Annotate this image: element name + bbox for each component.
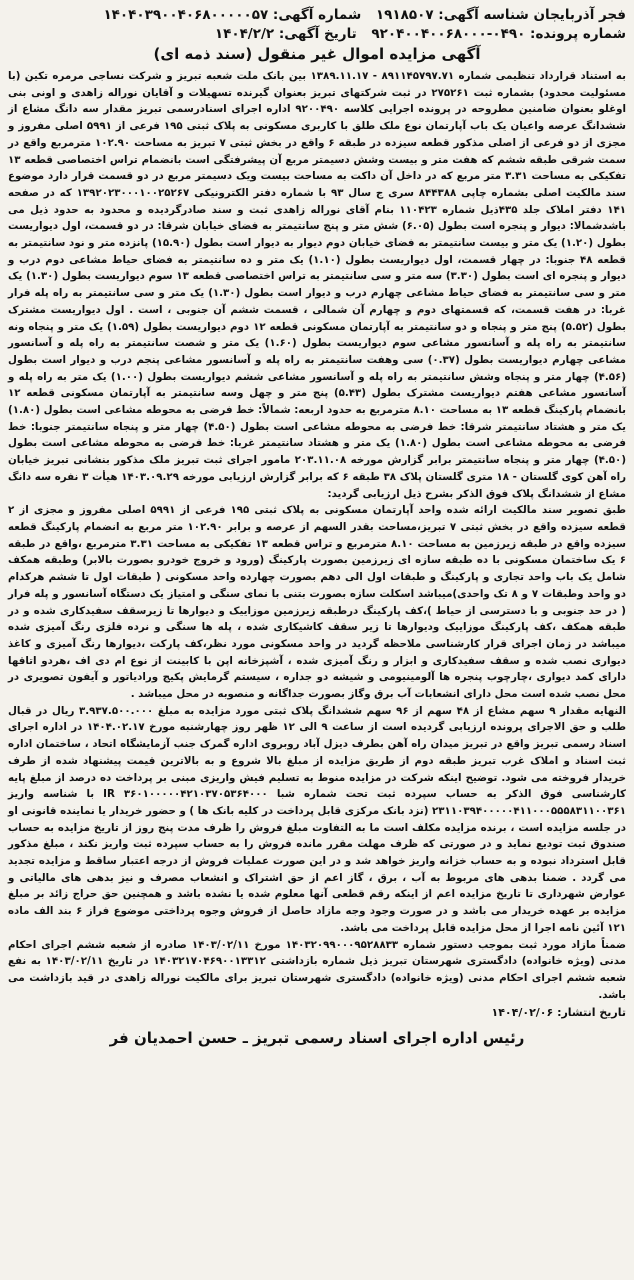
header-line-1 [8, 6, 626, 25]
paragraph-property-description: به استناد قرارداد تنظیمی شماره ۸۹۱۱۴۵۷۹۷.۷۱ - ۱۳۸۹.۱۱.۱۷ بین بانک ملت شعبه تبریز و شرکت نساجی مرمره تکین (با مسئولیت محدود) بشماره ثبت ۲۷۵۲۶۱ در ثبت شرکتهای تبریز بعنوان گیرنده تسهیلات و آقایان نوراله زاهدی و اونی بنی اوغلو بعنوان ضامنین مطروحه در پرونده اجرایی کلاسه ۹۲۰۰۴۹۰ اداره اجرای اسنادرسمی تبریز مقدار سه دانگ مشاع از ششدانگ عرصه واعیان یک باب آپارتمان نوع ملک طلق با کاربری مسکونی به پلاک ثبتی ۱۹۵ فرعی از ۵۹۹۱ اصلی مفروز و مجزی از دو فرعی از اصلی مذکور قطعه سیزده در طبقه ۶ واقع در بخش ثبتی ۷ تبریز به مساحت ۱۰۲.۹۰ مترمربع واقع در سمت شرقی طبقه ششم که هفت متر و بیست وشش دسیمتر مربع آن پیشرفتگی است بانضمام تراس اختصاصی قطعه ۱۳ تفکیکی به مساحت ۳.۳۱ متر مربع که در داخل آن داکت به مساحت بیست ویک دسیمتر مربع در دو قسمت قرار دارد موضوع سند مالکیت اصلی بشماره چاپی ۸۴۴۳۸۸ سری ج سال ۹۳ با شماره دفتر الکترونیکی ۱۳۹۲۰۲۳۰۰۰۱۰۰۲۵۲۶۷ که در صفحه ۱۴۱ دفتر املاک جلد ۴۳۵ذیل شماره ۱۱۰۴۲۳ بنام آقای نوراله زاهدی ثبت و سند صادرگردیده و محدود به حدود ذیل می باشدشمالا: دیوار و پنجره است بطول (۶.۰۵) شش متر و پنج سانتیمتر به فضای خیابان شرقا: در دو قسمت، اول دیواریست بطول (۱.۲۰) یک متر و بیست سانتیمتر به فضای خیابان دوم دیوار به دیوار است بطول (۱۵.۹۰) پانزده متر و نود سانتیمتر به قطعه ۴۸ جنوبا: در چهار قسمت، اول دیواریست بطول (۱.۱۰) یک متر و ده سانتیمتر به فضای حیاط مشاعی دوم درب و دیوار و پنجره ای است بطول (۳.۳۰) سه متر و سی سانتیمتر به تراس اختصاصی قطعه ۱۳ سوم دیواریست بطول (۱.۳۰) یک متر و سی سانتیمتر به فضای حیاط مشاعی چهارم درب و دیوار است بطول (۱.۳۰) یک متر و سی سانتیمتر به راه پله فرار غربا: در هفت قسمت، که قسمتهای دوم و چهارم آن شمالی ، قسمت ششم آن جنوبی ، است . اول دیواریست مشترک بطول (۵.۵۲) پنج متر و پنجاه و دو سانتیمتر به آپارتمان مسکونی قطعه ۱۲ دوم دیواریست بطول (۱.۵۹) یک متر و پنجاه ونه سانتیمتر به راه پله و آسانسور مشاعی سوم دیواریست بطول (۱.۶۰) یک متر و شصت سانتیمتر به راه پله و آسانسور مشاعی چهارم دیواریست بطول (۰.۳۷) سی وهفت سانتیمتر به راه پله و آسانسور مشاعی پنجم درب و دیوار است بطول (۴.۵۶) چهار متر و پنجاه وشش سانتیمتر به راه پله و آسانسور مشاعی ششم دیواریست بطول (۱.۰۰) یک متر به راه پله و آسانسور مشاعی هفتم دیواریست مشترک بطول (۵.۴۳) پنج متر و چهل وسه سانتیمتر به آپارتمان مسکونی قطعه ۱۲ بانضمام پارکینگ قطعه ۱۳ به مساحت ۸.۱۰ مترمربع به حدود اربعه: شمالاً: خط فرضی به محوطه مشاعی است بطول (۱.۸۰) یک متر و هشتاد سانتیمتر شرقا: خط فرضی به محوطه مشاعی است بطول (۴.۵۰) چهار متر و پنجاه سانتیمتر جنوبا: خط فرضی به محوطه مشاعی است بطول (۱.۸۰) یک متر و هشتاد سانتیمتر غربا: خط فرضی به محوطه مشاعی است بطول (۴.۵۰) چهار متر و پنجاه سانتیمتر برابر گزارش مورخه ۲۰۳.۱۱.۰۸ مامور اجرای ثبت تبریز ملک مذکور بنشانی تبریز خیابان راه آهن کوی گلستان - ۱۸ متری گلستان پلاک ۳۸ طبقه ۶ که برابر گزارش ارزیابی مورخه ۱۴۰۳.۰۹.۲۹ هیأت ۳ نفره سه دانگ مشاع از ششدانگ پلاک فوق الذکر بشرح ذیل ارزیابی گردید: [8, 70, 627, 500]
signature-line: رئیس اداره اجرای اسناد رسمی تبریز ـ حسن احمدیان فر [109, 1029, 525, 1048]
notice-date: تاریخ آگهی: ۱۴۰۴/۲/۲ [214, 26, 357, 42]
notice-number: شماره آگهی: ۱۴۰۴۰۳۹۰۰۴۰۶۸۰۰۰۰۰۵۷ [103, 7, 362, 23]
header-line-2 [8, 25, 626, 44]
paragraph-appraisal-details: طبق تصویر سند مالکیت ارائه شده واحد آپارتمان مسکونی به پلاک ثبتی ۱۹۵ فرعی از ۵۹۹۱ اصلی مفروز و مجزی از ۲ قطعه سیزده واقع در بخش ثبتی ۷ تبریز،مساحت بقدر السهم از عرصه و برابر ۱۰۲.۹۰ متر مربع به انضمام پارکینگ قطعه سیزده واقع در طبقه زیرزمین به مساحت ۸.۱۰ مترمربع و تراس قطعه ۱۳ تفکیکی به مساحت ۳.۳۱ مترمربع ،واقع در طبقه ۶ یک ساختمان مسکونی با ده طبقه سازه ای زیرزمین بصورت پارکینگ (ورود و خروج خودرو بصورت بالابر) وطبقه همکف شامل یک باب واحد تجاری و پارکینگ و طبقات اول الی دهم بصورت چهارده واحد مسکونی ( طبقات اول تا ششم هرکدام دو واحد وطبقات ۷ و ۸ تک واحدی)میباشد اسکلت سازه بصورت بتنی با نمای سنگی و امتیاز یک دستگاه آسانسور و پله فرار ( در حد جنوبی و با دسترسی از حیاط )،کف پارکینگ درطبقه زیرزمین موزاییک و دیوارها تا زیرسقف سفیدکاری شده و در طبقه همکف ،کف پارکینگ موزاییک ودیوارها تا زیر سقف کاشیکاری شده ، پله ها سنگی و نرده فلزی رنگ آمیزی شده میباشد در زمان اجرای قرار کارشناسی ملاحظه گردید در واحد مسکونی مورد نظر،کف پارکت ،دیوارها رنگ آمیزی و کاغذ دیواری نصب شده و سقف سفیدکاری و ابزار و رنگ آمیزی شده ، آشپزخانه اپن با کابینت از نوع ام دی اف ،هردو اتاقها دارای کمد دیواری ،چارچوب پنجره ها آلومینیومی و شیشه دو جداره ، سیستم گرمایش پکیج ورادیاتور و آیفون تصویری در محل نصب شده است محل دارای انشعابات آب برق وگاز بصورت جداگانه و منصوبه در محل میباشد . [8, 504, 627, 701]
paragraph-auction-terms: النهایه مقدار ۹ سهم مشاع از ۴۸ سهم از ۹۶ سهم ششدانگ پلاک ثبتی مورد مزایده به مبلغ ۳.۹۳۷.۵۰۰.۰۰۰ ریال در قبال طلب و حق الاجرای پرونده ارزیابی گردیده است از ساعت ۹ الی ۱۲ ظهر روز چهارشنبه مورخ ۱۴۰۴.۰۲.۱۷ در اداره اجرای اسناد رسمی تبریز واقع در تبریز میدان راه آهن بطرف دیزل آباد روبروی اداره گمرک جنب آزمایشگاه اتحاد ، ساختمان اداره ثبت اسناد و املاک غرب تبریز طبقه دوم از طریق مزایده از مبلغ بالا شروع و به بالاترین قیمت پیشنهاد شده از طرف خریدار فروخته می شود. توضیح اینکه شرکت در مزایده منوط به تسلیم فیش واریزی مبنی بر پرداخت ده درصد از مبلغ پایه کارشناسی فوق الذکر به حساب سپرده ثبت تحت شماره شبا IR ۳۶۰۱۰۰۰۰۰۴۲۱۰۳۷۰۵۳۶۴۰۰۰ با شناسه واریز ۲۳۱۱۰۳۹۴۰۰۰۰۰۴۱۱۰۰۰۵۵۵۸۳۱۱۰۰۳۶۱ (نزد بانک مرکزی قابل پرداخت در کلیه بانک ها ) و حضور خریدار یا نماینده قانونی او در جلسه مزایده است ، برنده مزایده مکلف است ما به التفاوت مبلغ فروش را ظرف مدت پنج روز از تاریخ مزایده به حساب صندوق ثبت تودیع نماید و در صورتی که ظرف مهلت مقرر مانده فروش را به حساب سپرده ثبت واریز نکند ، مبلغ مذکور قابل استرداد نبوده و به حساب خزانه واریز خواهد شد و در این صورت عملیات فروش از درجه اعتبار ساقط و مزایده تجدید می گردد . ضمنا بدهی های مربوط به آب ، برق ، گاز اعم از حق اشتراک و انشعاب مصرف و نیز بدهی های مالیاتی و عوارض شهرداری تا تاریخ مزایده اعم از اینکه رقم قطعی آنها معلوم شده یا نشده باشد و همچنین حق حراج زائد بر مبلغ مزایده بر عهده خریدار می باشد و در صورت وجود وجه مازاد حاصل از فروش وجوه پرداختی موضوع فراز ۶ بند الف ماده ۱۲۱ آئین نامه اجرا از محل مزایده قابل پرداخت می باشد. [8, 704, 627, 934]
newspaper-code: فجر آذربایجان شناسه آگهی: ۱۹۱۸۵۰۷ [375, 7, 626, 23]
paragraph-seizure-note: ضمناً مازاد مورد ثبت بموجب دستور شماره ۱۴۰۳۲۰۹۹۰۰۰۹۵۲۸۸۳۳ مورخ ۱۴۰۳/۰۲/۱۱ صادره از شعبه ششم اجرای احکام مدنی (ویژه خانواده) دادگستری شهرستان تبریز ذیل شماره بازداشتی ۱۴۰۳۲۱۷۰۴۶۹۰۰۱۳۳۱۲ در تاریخ ۱۴۰۳/۰۲/۱۱ به نفع شعبه ششم اجرای احکام مدنی (ویژه خانواده) دادگستری شهرستان تبریز برای مالکیت نوراله زاهدی در قید بازداشت می باشد. [8, 938, 626, 1001]
notice-title: آگهی مزایده اموال غیر منقول (سند ذمه ای) [153, 45, 481, 63]
case-number: شماره پرونده: ۰۴۹۰-۹۲۰۴۰۰۴۰۰۶۸۰۰۰ [371, 26, 626, 42]
notice-header [8, 6, 626, 64]
publish-date: تاریخ انتشار: ۱۴۰۴/۰۲/۰۶ [491, 1006, 626, 1020]
